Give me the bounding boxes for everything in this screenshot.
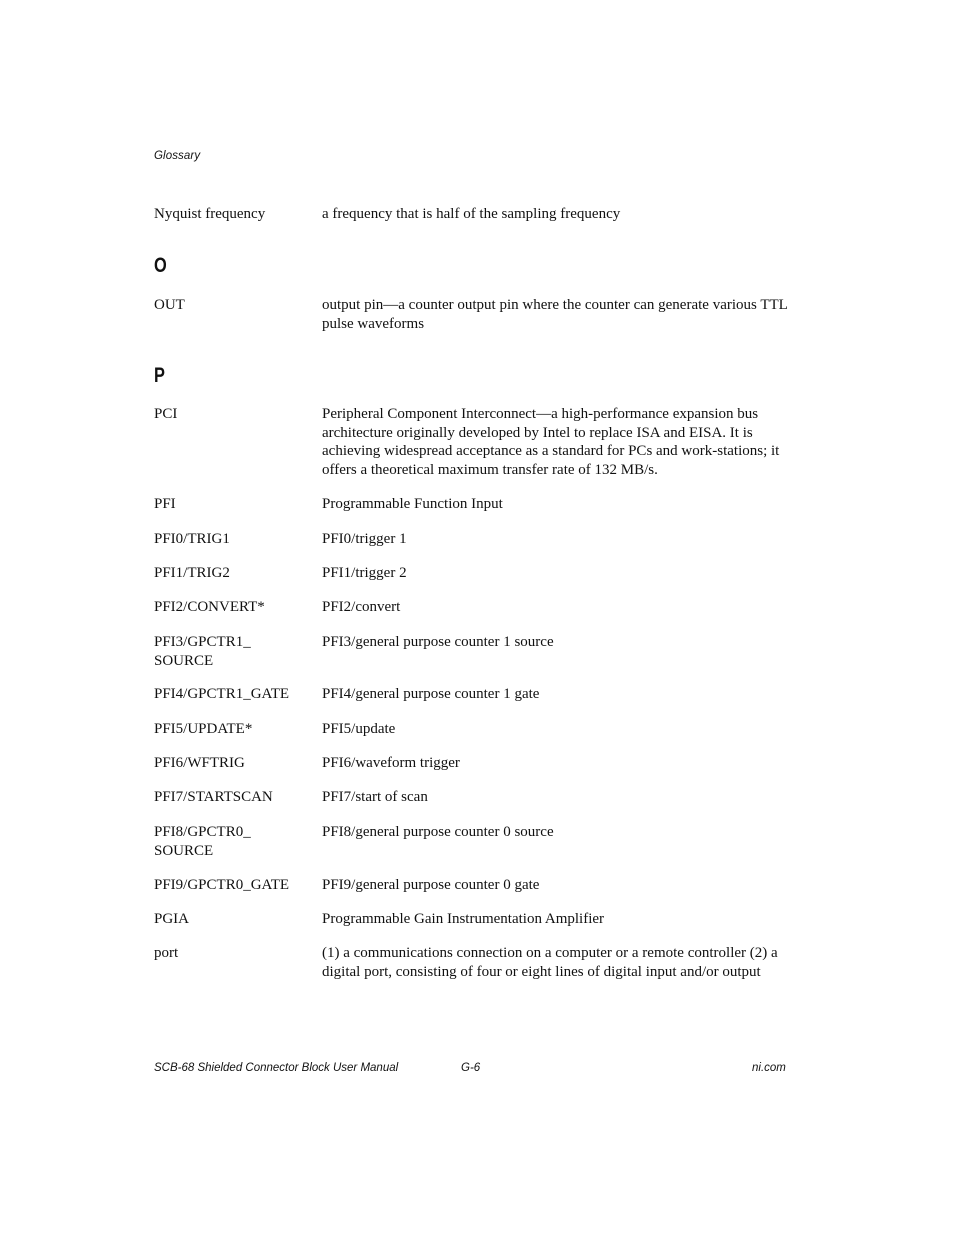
glossary-term: port [154, 945, 179, 961]
glossary-term: PFI5/UPDATE* [154, 721, 253, 737]
section-heading-p: P [154, 364, 165, 387]
glossary-definition: PFI7/start of scan [322, 789, 428, 805]
glossary-definition: PFI3/general purpose counter 1 source [322, 634, 554, 650]
glossary-definition: Peripheral Component Interconnect—a high-performance expansion bus architecture originally developed by Intel to replace ISA and EISA. It is achieving widespread acceptance as a standard for PCs and work-stations; it offers a theoretical maximum transfer rate of 132 MB/s. [322, 406, 780, 478]
glossary-term: OUT [154, 297, 185, 313]
glossary-term: PFI3/GPCTR1_ SOURCE [154, 634, 251, 669]
glossary-term: PFI1/TRIG2 [154, 565, 230, 581]
glossary-term: PFI7/STARTSCAN [154, 789, 273, 805]
glossary-term: PFI0/TRIG1 [154, 531, 230, 547]
footer-manual-title: SCB-68 Shielded Connector Block User Manual [154, 1062, 399, 1074]
glossary-term: PFI4/GPCTR1_GATE [154, 686, 290, 702]
glossary-definition: PFI6/waveform trigger [322, 755, 460, 771]
footer-page-number: G-6 [461, 1062, 481, 1074]
glossary-term: Nyquist frequency [154, 206, 266, 222]
glossary-definition: PFI2/convert [322, 599, 401, 615]
glossary-definition: (1) a communications connection on a computer or a remote controller (2) a digital port, consisting of four or eight lines of digital input and/or output [322, 945, 778, 980]
glossary-term: PFI9/GPCTR0_GATE [154, 877, 290, 893]
glossary-term: PCI [154, 406, 178, 422]
glossary-definition: a frequency that is half of the sampling frequency [322, 206, 621, 222]
glossary-definition: PFI8/general purpose counter 0 source [322, 824, 554, 840]
glossary-definition: PFI1/trigger 2 [322, 565, 407, 581]
glossary-term: PFI [154, 496, 176, 512]
running-head: Glossary [154, 150, 201, 162]
footer-website: ni.com [752, 1062, 786, 1074]
glossary-definition: PFI0/trigger 1 [322, 531, 407, 547]
glossary-definition: PFI4/general purpose counter 1 gate [322, 686, 540, 702]
glossary-definition: Programmable Gain Instrumentation Amplifier [322, 911, 605, 927]
glossary-definition: PFI5/update [322, 721, 396, 737]
section-heading-o: O [154, 254, 167, 277]
glossary-definition: PFI9/general purpose counter 0 gate [322, 877, 540, 893]
glossary-definition: output pin—a counter output pin where the counter can generate various TTL pulse waveforms [322, 297, 788, 332]
glossary-term: PFI8/GPCTR0_ SOURCE [154, 824, 251, 859]
glossary-term: PFI2/CONVERT* [154, 599, 265, 615]
glossary-definition: Programmable Function Input [322, 496, 503, 512]
glossary-term: PGIA [154, 911, 190, 927]
glossary-term: PFI6/WFTRIG [154, 755, 245, 771]
